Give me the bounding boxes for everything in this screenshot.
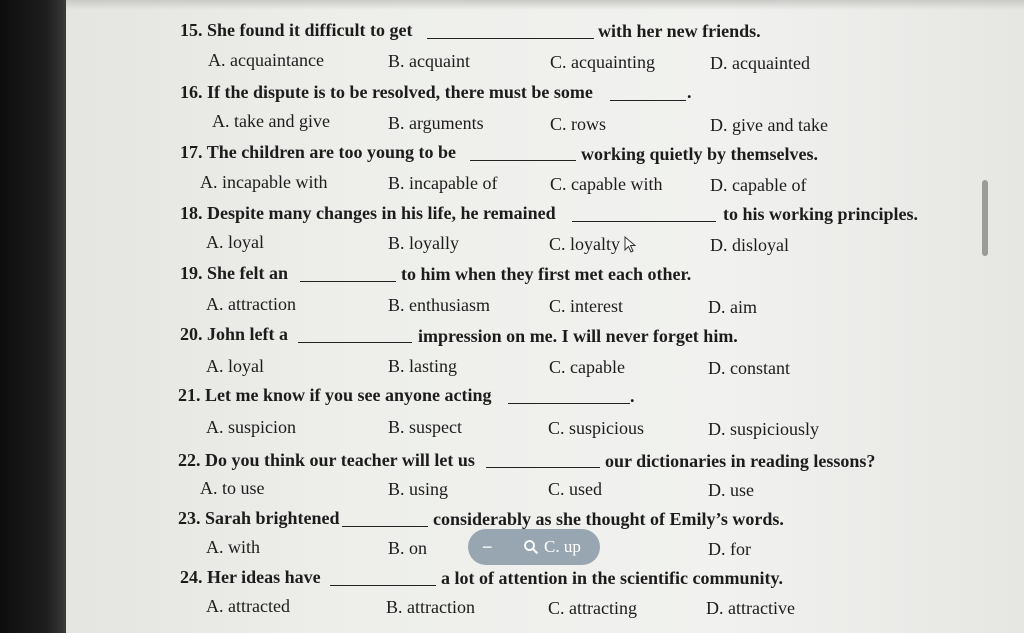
question-24 — [180, 566, 321, 588]
option-a: A. attracted — [206, 596, 290, 616]
option-b: B. enthusiasm — [388, 295, 490, 315]
question-16 — [180, 81, 593, 103]
option-c: C. loyalty — [549, 234, 620, 254]
question-text: Do you think our teacher will let us — [205, 450, 475, 470]
answer-blank — [300, 281, 396, 282]
question-number: 20. — [180, 324, 203, 344]
option-c: C. capable — [549, 357, 625, 377]
zoom-text: C. up — [544, 537, 581, 556]
question-number: 23. — [178, 508, 201, 528]
question-21 — [178, 384, 492, 406]
option-b: B. on — [388, 538, 428, 558]
question-text-end: our dictionaries in reading lessons? — [605, 451, 876, 471]
question-number: 15. — [180, 20, 203, 40]
option-b: B. incapable of — [388, 173, 498, 193]
question-20 — [180, 323, 288, 345]
question-text-end: considerably as she thought of Emily’s words. — [433, 509, 784, 529]
option-c: C. used — [548, 479, 602, 499]
photo-top-shadow — [66, 0, 1024, 10]
question-17 — [180, 141, 456, 163]
question-text: She found it difficult to get — [207, 20, 413, 40]
zoom-out-button[interactable]: − — [482, 537, 493, 557]
option-a: A. to use — [200, 478, 265, 498]
option-a: A. loyal — [206, 356, 264, 376]
question-19 — [180, 262, 288, 284]
question-number: 18. — [180, 203, 203, 223]
question-15 — [180, 19, 413, 41]
option-c: C. acquainting — [550, 52, 655, 72]
option-d: D. suspiciously — [708, 419, 820, 439]
option-a: A. loyal — [206, 232, 264, 252]
option-c: C. attracting — [548, 598, 637, 618]
answer-blank — [298, 342, 412, 343]
option-c: C. capable with — [550, 174, 663, 194]
option-d: D. attractive — [706, 598, 795, 618]
question-number: 21. — [178, 385, 201, 405]
option-b: B. using — [388, 479, 449, 499]
mouse-cursor-icon — [624, 236, 638, 254]
question-text-end: with her new friends. — [598, 21, 761, 41]
question-text: John left a — [207, 324, 288, 344]
question-text: Sarah brightened — [205, 508, 340, 528]
question-text: She felt an — [207, 263, 288, 283]
question-number: 19. — [180, 263, 203, 283]
option-b: B. attraction — [386, 597, 475, 617]
question-text-end: working quietly by themselves. — [581, 144, 819, 164]
question-text-end: to him when they first met each other. — [401, 264, 692, 284]
option-b: B. lasting — [388, 356, 458, 376]
question-text-end: to his working principles. — [723, 204, 919, 224]
option-a: A. incapable with — [200, 172, 328, 192]
option-d: D. use — [708, 480, 754, 500]
option-d: D. give and take — [710, 115, 828, 135]
option-a: A. acquaintance — [208, 50, 324, 70]
option-d: D. for — [708, 539, 751, 559]
question-text-end: . — [630, 386, 635, 406]
question-18 — [180, 202, 556, 224]
question-number: 16. — [180, 82, 203, 102]
question-number: 22. — [178, 450, 201, 470]
magnifier-icon[interactable] — [523, 539, 539, 555]
option-a: A. suspicion — [206, 417, 296, 437]
option-d: D. disloyal — [710, 235, 789, 255]
answer-blank — [572, 221, 716, 222]
option-c: C. suspicious — [548, 418, 645, 438]
option-a: A. with — [206, 537, 260, 557]
question-text: The children are too young to be — [206, 142, 457, 162]
question-text-end: . — [687, 82, 692, 102]
option-d: D. capable of — [710, 175, 807, 195]
option-d: D. aim — [708, 297, 757, 317]
answer-blank — [470, 160, 576, 161]
option-a: A. take and give — [212, 111, 330, 131]
option-b: B. arguments — [388, 113, 484, 133]
answer-blank — [342, 526, 428, 527]
answer-blank — [486, 467, 600, 468]
option-c: C. rows — [550, 114, 607, 134]
option-d: D. acquainted — [710, 53, 810, 73]
option-b: B. acquaint — [388, 51, 470, 71]
option-a: A. attraction — [206, 294, 296, 314]
question-text: If the dispute is to be resolved, there must be some — [207, 82, 593, 102]
answer-blank — [610, 100, 686, 101]
option-b: B. suspect — [388, 417, 462, 437]
question-number: 17. — [180, 142, 203, 162]
photo-dark-edge — [0, 0, 66, 633]
question-text: Despite many changes in his life, he remained — [207, 203, 556, 223]
question-text: Let me know if you see anyone acting — [205, 385, 492, 405]
question-text-end: impression on me. I will never forget him. — [418, 326, 738, 346]
option-d: D. constant — [708, 358, 790, 378]
answer-blank — [508, 403, 630, 404]
zoom-control[interactable] — [468, 529, 600, 565]
option-b: B. loyally — [388, 233, 459, 253]
question-number: 24. — [180, 567, 203, 587]
question-22 — [178, 449, 475, 471]
option-c: C. interest — [549, 296, 623, 316]
question-text: Her ideas have — [207, 567, 321, 587]
vertical-scrollbar[interactable] — [982, 180, 988, 256]
answer-blank — [427, 38, 594, 39]
answer-blank — [330, 585, 436, 586]
question-text-end: a lot of attention in the scientific community. — [441, 568, 783, 588]
question-23 — [178, 507, 340, 529]
